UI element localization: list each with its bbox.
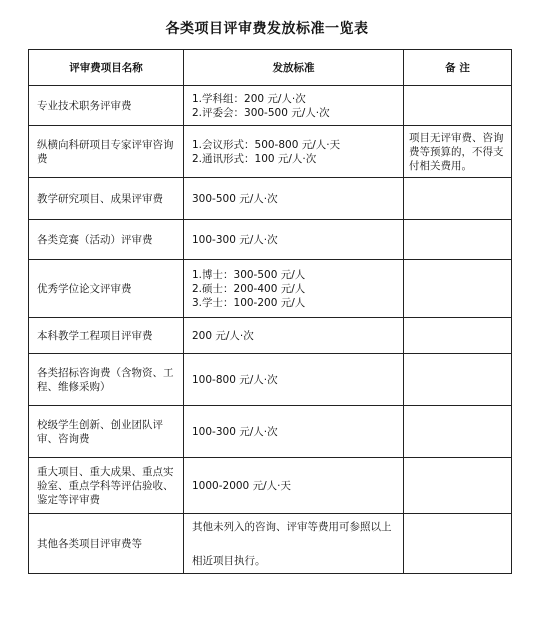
row-standard (184, 406, 404, 458)
row-item-name: 本科教学工程项目评审费 (29, 318, 184, 354)
standard-line: 1.会议形式：500-800 元/人·天 (192, 138, 341, 151)
line-gap (192, 534, 399, 554)
row-standard (184, 318, 404, 354)
note-cell: 项目无评审费、咨询费等预算的，不得支付相关费用。 (404, 126, 512, 178)
row-standard (184, 514, 404, 574)
standard-line: 100-300 元/人·次 (192, 233, 278, 246)
row-note (404, 178, 512, 220)
row-standard (184, 126, 404, 178)
standard-line: 1.博士：300-500 元/人 (192, 268, 306, 281)
row-item-name: 重大项目、重大成果、重点实验室、重点学科等评估验收、鉴定等评审费 (29, 458, 184, 514)
row-standard (184, 178, 404, 220)
row-item-name: 其他各类项目评审费等 (29, 514, 184, 574)
row-standard (184, 354, 404, 406)
table-header-row (29, 50, 512, 86)
standard-line: 1000-2000 元/人·天 (192, 479, 291, 492)
table-row (29, 406, 512, 458)
row-item-name: 校级学生创新、创业团队评审、咨询费 (29, 406, 184, 458)
standard-line: 200 元/人·次 (192, 329, 254, 342)
row-item-name: 优秀学位论文评审费 (29, 260, 184, 318)
page-title: 各类项目评审费发放标准一览表 (165, 21, 369, 37)
standard-line: 1.学科组：200 元/人·次 (192, 92, 306, 105)
row-item-name: 纵横向科研项目专家评审咨询费 (29, 126, 184, 178)
standard-line: 相近项目执行。 (192, 554, 266, 567)
row-note (404, 260, 512, 318)
row-item-name: 各类招标咨询费（含物资、工程、维修采购） (29, 354, 184, 406)
row-item-name: 各类竞赛（活动）评审费 (29, 220, 184, 260)
standard-line: 其他未列入的咨询、评审等费用可参照以上 (192, 520, 392, 533)
standard-line: 300-500 元/人·次 (192, 192, 278, 205)
table-row (29, 220, 512, 260)
header-note: 备 注 (404, 50, 512, 86)
row-standard (184, 86, 404, 126)
row-item-name: 教学研究项目、成果评审费 (29, 178, 184, 220)
row-standard (184, 458, 404, 514)
table-row (29, 458, 512, 514)
row-note (404, 86, 512, 126)
table-row (29, 86, 512, 126)
row-note (404, 458, 512, 514)
row-note (404, 318, 512, 354)
standard-line: 2.硕士：200-400 元/人 (192, 282, 306, 295)
standard-line: 2.评委会：300-500 元/人·次 (192, 106, 330, 119)
standard-line: 3.学士：100-200 元/人 (192, 296, 306, 309)
row-note (404, 220, 512, 260)
standard-line: 100-300 元/人·次 (192, 425, 278, 438)
row-note (404, 406, 512, 458)
table-row (29, 260, 512, 318)
table-row (29, 178, 512, 220)
header-standard: 发放标准 (184, 50, 404, 86)
row-standard (184, 260, 404, 318)
table-row (29, 354, 512, 406)
table-row (29, 318, 512, 354)
row-standard (184, 220, 404, 260)
header-item-name: 评审费项目名称 (29, 50, 184, 86)
table-row (29, 514, 512, 574)
fee-standard-table (28, 49, 512, 574)
standard-line: 100-800 元/人·次 (192, 373, 278, 386)
row-item-name: 专业技术职务评审费 (29, 86, 184, 126)
table-row (29, 126, 512, 178)
standard-line: 2.通讯形式：100 元/人·次 (192, 152, 317, 165)
row-note (404, 354, 512, 406)
row-note (404, 514, 512, 574)
